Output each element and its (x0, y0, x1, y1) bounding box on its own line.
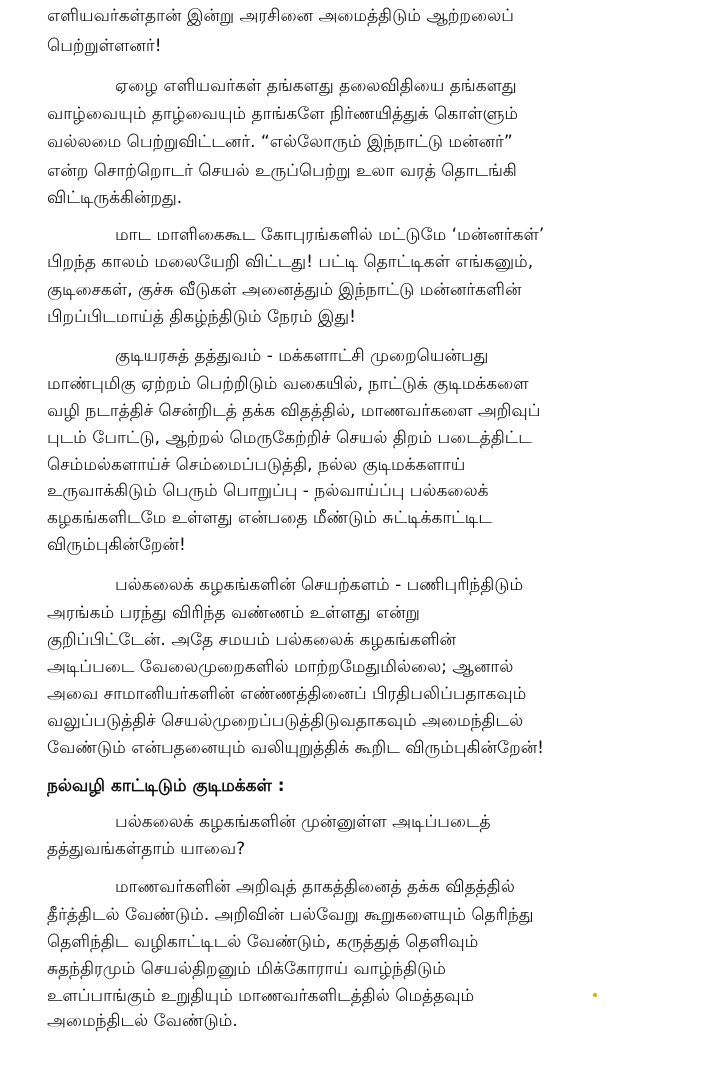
text-line: அமைந்திடல் வேண்டும். (47, 1011, 238, 1031)
text-line: வல்லமை பெற்றுவிட்டனர். “எல்லோரும் இந்நாட்டு மன்னர்” (47, 132, 513, 152)
text-line: பல்கலைக் கழகங்களின் செயற்களம் - பணிபுரிந்திடும் (115, 575, 524, 595)
text-line: பெற்றுள்ளனர்! (47, 36, 162, 56)
text-line: வழி நடாத்திச் சென்றிடத் தக்க விதத்தில், மாணவர்களை அறிவுப் (47, 401, 541, 421)
text-line: வாழ்வையும் தாழ்வையும் தாங்களே நிர்ணயித்துக் கொள்ளும் (47, 104, 519, 124)
text-line: என்ற சொற்றொடர் செயல் உருப்பெற்று உலா வரத் தொடங்கி (47, 161, 517, 181)
text-line: விரும்புகின்றேன்! (47, 535, 186, 555)
text-line: செம்மல்களாய்ச் செம்மைப்படுத்தி, நல்ல குடிமக்களாய் (47, 455, 466, 475)
text-line: குடிசைகள், குச்சு வீடுகள் அனைத்தும் இந்நாட்டு மன்னர்களின் (47, 280, 522, 300)
text-line: வேண்டும் என்பதனையும் வலியுறுத்திக் கூறிட விரும்புகின்றேன்! (47, 738, 544, 758)
text-line: விட்டிருக்கின்றது. (47, 188, 183, 208)
text-line: குடியரசுத் தத்துவம் - மக்களாட்சி முறையென்பது (115, 346, 489, 366)
section-heading: நல்வழி காட்டிடும் குடிமக்கள் : (47, 776, 285, 796)
text-line: பிறப்பிடமாய்த் திகழ்ந்திடும் நேரம் இது! (47, 307, 356, 327)
ink-speck (593, 993, 597, 997)
text-line: புடம் போட்டு, ஆற்றல் மெருகேற்றிச் செயல் திறம் படைத்திட்ட (47, 428, 532, 448)
text-line: தீர்த்திடல் வேண்டும். அறிவின் பல்வேறு கூறுகளையும் தெரிந்து (47, 905, 534, 925)
text-line: அவை சாமானியர்களின் எண்ணத்தினைப் பிரதிபலிப்பதாகவும் (47, 684, 527, 704)
text-line: பல்கலைக் கழகங்களின் முன்னுள்ள அடிப்படைத் (115, 812, 491, 832)
text-line: மாண்புமிகு ஏற்றம் பெற்றிடும் வகையில், நாட்டுக் குடிமக்களை (47, 374, 529, 394)
text-line: மாட மாளிகைகூட கோபுரங்களில் மட்டுமே ‘மன்னர்கள்’ (115, 225, 545, 245)
text-line: அடிப்படை வேலைமுறைகளில் மாற்றமேதுமில்லை; ஆனால் (47, 657, 514, 677)
text-line: கழகங்களிடமே உள்ளது என்பதை மீண்டும் சுட்டிக்காட்டிட (47, 508, 492, 528)
text-line: உருவாக்கிடும் பெரும் பொறுப்பு - நல்வாய்ப்பு பல்கலைக் (47, 481, 489, 501)
text-line: வலுப்படுத்திச் செயல்முறைப்படுத்திடுவதாகவும் அமைந்திடல் (47, 711, 524, 731)
text-line: எளியவர்கள்தான் இன்று அரசினை அமைத்திடும் ஆற்றலைப் (47, 6, 514, 26)
text-line: மாணவர்களின் அறிவுத் தாகத்தினைத் தக்க விதத்தில் (115, 877, 515, 897)
text-line: தத்துவங்கள்தாம் யாவை? (47, 839, 246, 859)
text-line: குறிப்பிட்டேன். அதே சமயம் பல்கலைக் கழகங்களின் (47, 630, 456, 650)
text-line: சுதந்திரமும் செயல்திறனும் மிக்கோராய் வாழ்ந்திடும் (47, 959, 446, 979)
text-line: உளப்பாங்கும் உறுதியும் மாணவர்களிடத்தில் மெத்தவும் (47, 986, 475, 1006)
text-line: ஏழை எளியவர்கள் தங்களது தலைவிதியை தங்களது (115, 76, 517, 96)
text-line: அரங்கம் பரந்து விரிந்த வண்ணம் உள்ளது என்று (47, 603, 420, 623)
text-line: பிறந்த காலம் மலையேறி விட்டது! பட்டி தொட்டிகள் எங்கனும், (47, 252, 534, 272)
text-line: தெளிந்திட வழிகாட்டிடல் வேண்டும், கருத்துத் தெளிவும் (47, 932, 479, 952)
